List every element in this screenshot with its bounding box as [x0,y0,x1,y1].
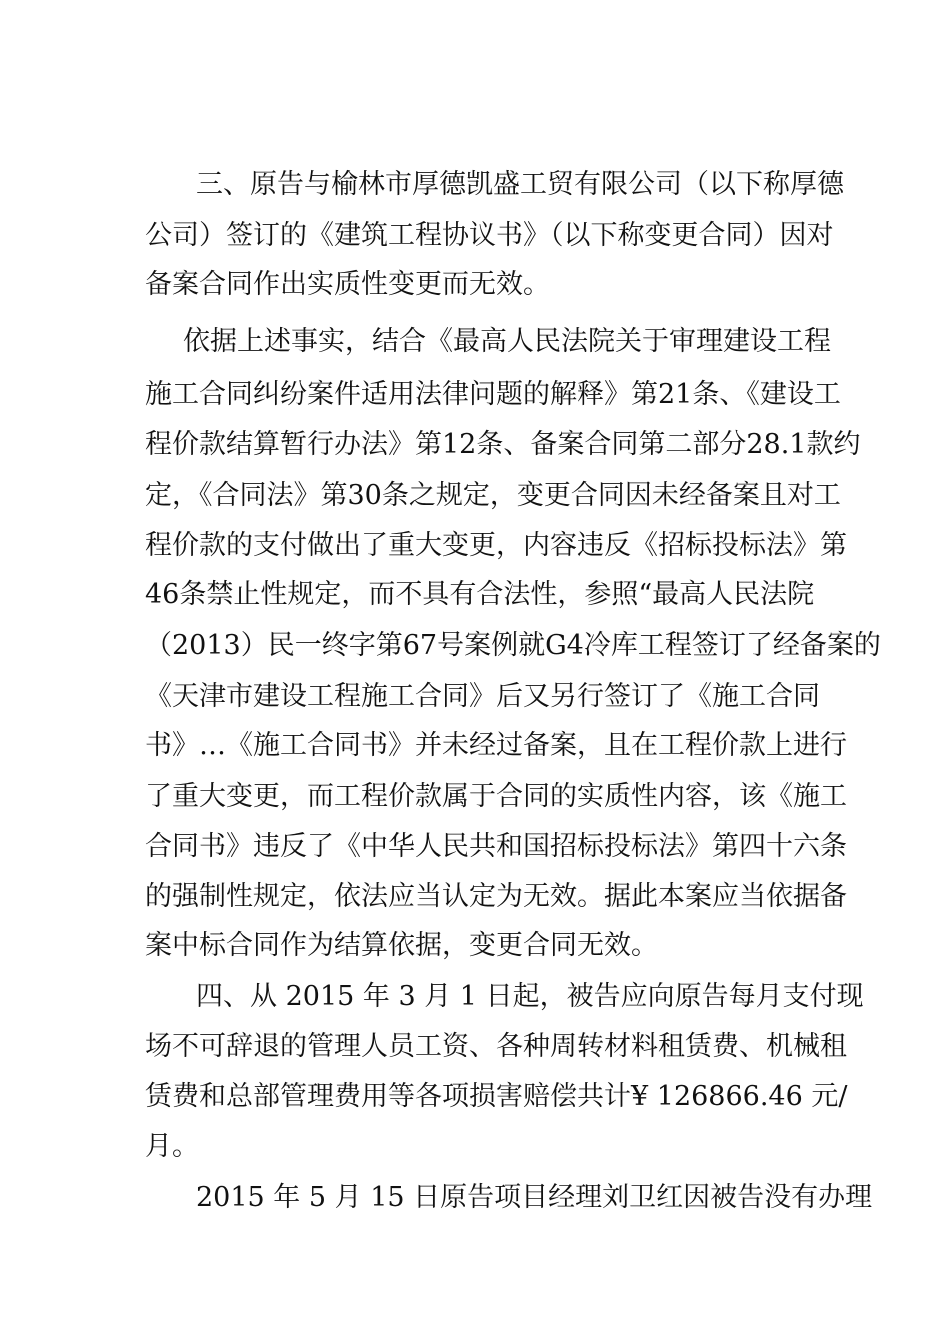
paragraph-basis-line-7: （2013）民一终字第67号案例就G4冷库工程签订了经备案的 [145,630,881,661]
paragraph-3-line-3: 备案合同作出实质性变更而无效。 [145,269,550,300]
paragraph-basis-line-5: 程价款的支付做出了重大变更，内容违反《招标投标法》第 [145,530,847,561]
paragraph-basis-line-11: 合同书》违反了《中华人民共和国招标投标法》第四十六条 [145,831,847,862]
paragraph-4-line-1: 四、从 2015 年 3 月 1 日起，被告应向原告每月支付现 [196,981,864,1012]
paragraph-basis-line-6: 46条禁止性规定，而不具有合法性，参照“最高人民法院 [145,579,815,610]
paragraph-3-line-1: 三、原告与榆林市厚德凯盛工贸有限公司（以下称厚德 [196,169,844,200]
paragraph-basis-line-9: 书》…《施工合同书》并未经过备案，且在工程价款上进行 [145,730,847,761]
paragraph-basis-line-10: 了重大变更，而工程价款属于合同的实质性内容，该《施工 [145,781,847,812]
paragraph-basis-line-8: 《天津市建设工程施工合同》后又另行签订了《施工合同 [145,681,820,712]
paragraph-5-line-1: 2015 年 5 月 15 日原告项目经理刘卫红因被告没有办理 [196,1182,873,1213]
paragraph-basis-line-4: 定，《合同法》第30条之规定，变更合同因未经备案且对工 [145,480,841,511]
paragraph-basis-line-12: 的强制性规定，依法应当认定为无效。据此本案应当依据备 [145,881,847,912]
paragraph-basis-line-1: 依据上述事实，结合《最高人民法院关于审理建设工程 [183,326,831,357]
paragraph-basis-line-3: 程价款结算暂行办法》第12条、备案合同第二部分28.1款约 [145,429,861,460]
paragraph-4-line-2: 场不可辞退的管理人员工资、各种周转材料租赁费、机械租 [145,1031,847,1062]
paragraph-4-line-4: 月。 [145,1131,199,1162]
paragraph-basis-line-2: 施工合同纠纷案件适用法律问题的解释》第21条、《建设工 [145,379,841,410]
paragraph-4-line-3: 赁费和总部管理费用等各项损害赔偿共计¥ 126866.46 元/ [145,1081,848,1112]
paragraph-basis-line-13: 案中标合同作为结算依据，变更合同无效。 [145,930,658,961]
paragraph-3-line-2: 公司）签订的《建筑工程协议书》（以下称变更合同）因对 [145,220,834,251]
